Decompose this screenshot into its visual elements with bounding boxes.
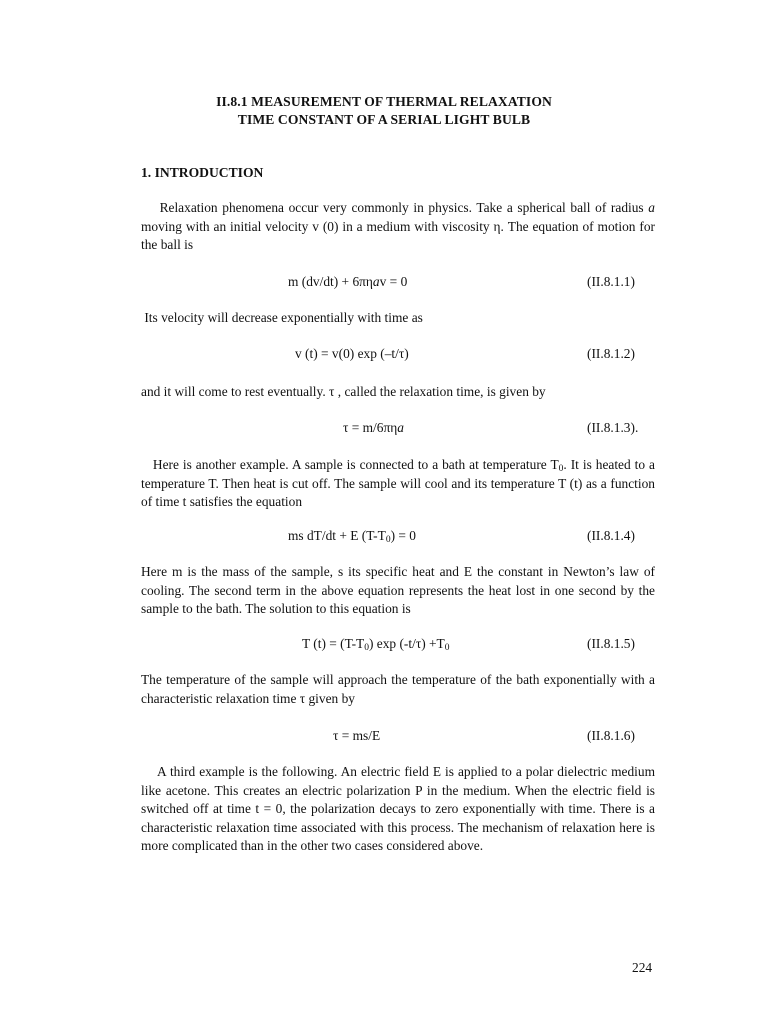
subscript: 0: [364, 643, 369, 653]
document-title-line-2: TIME CONSTANT OF A SERIAL LIGHT BULB: [237, 112, 531, 127]
equation-body: [288, 528, 416, 544]
equation-part: ) exp (-t/τ) +T: [368, 636, 445, 651]
equation-part: v = 0: [379, 274, 408, 289]
paragraph-relaxation-intro: [141, 199, 655, 255]
equation-part: m (dv/dt) + 6πη: [288, 274, 373, 289]
paragraph-velocity-decrease: Its velocity will decrease exponentially with time as: [141, 310, 423, 325]
equation-body: [302, 636, 450, 652]
document-title-line-1: II.8.1 MEASUREMENT OF THERMAL RELAXATION: [216, 94, 552, 109]
paragraph-text: moving with an initial velocity v (0) in a medium with viscosity η. The equation of motion for the ball is: [141, 218, 655, 253]
equation-body: [288, 274, 407, 290]
page-number: 224: [632, 960, 653, 975]
paragraph-text: . It is heated to a temperature T. Then heat is cut off. The sample will cool and its temperature T (t) as a function of time t satisfies the equation: [141, 457, 655, 510]
subscript: 0: [385, 535, 391, 545]
equation-body: [343, 420, 404, 436]
equation-number: (II.8.1.2): [587, 346, 635, 361]
equation-ii-8-1-5: [0, 636, 768, 654]
equation-number: (II.8.1.5): [587, 636, 635, 651]
variable-a: a: [372, 274, 380, 289]
equation-part: ms dT/dt + E (T-T: [288, 528, 386, 543]
equation-number: (II.8.1.1): [587, 274, 635, 289]
paragraph-text: Relaxation phenomena occur very commonly in physics. Take a spherical ball of radius: [141, 200, 649, 215]
equation-part: T (t) = (T-T: [302, 636, 365, 651]
equation-number: (II.8.1.3).: [587, 420, 639, 435]
equation-number: (II.8.1.4): [587, 528, 635, 543]
subscript: 0: [558, 464, 564, 474]
paragraph-bath-example: [141, 456, 655, 512]
paragraph-text: Here is another example. A sample is connected to a bath at temperature T: [141, 457, 559, 472]
variable-a: a: [397, 420, 404, 435]
equation-body: v (t) = v(0) exp (–t/τ): [295, 346, 409, 361]
section-heading: 1. INTRODUCTION: [141, 165, 264, 180]
subscript: 0: [444, 643, 450, 653]
paragraph-dielectric-example: A third example is the following. An electric field E is applied to a polar dielectric medium like acetone. This creates an electric polarization P in the medium. When the electric field is switched off at time t = 0, the polarization decays to zero exponentially with time. There is a characteristic relaxation time associated with this process. The mechanism of relaxation here is more complicated than in the other two cases considered above.: [141, 764, 655, 854]
paragraph-newton-cooling: Here m is the mass of the sample, s its specific heat and E the constant in Newton’s law of cooling. The second term in the above equation represents the heat lost in one second by the sample to the bath. The solution to this equation is: [141, 564, 655, 617]
equation-ii-8-1-4: [0, 528, 768, 546]
paragraph-bath-approach: The temperature of the sample will approach the temperature of the bath exponentially with a characteristic relaxation time τ given by: [141, 672, 655, 706]
equation-number: (II.8.1.6): [587, 728, 635, 743]
equation-ii-8-1-2: [0, 346, 768, 364]
equation-part: ) = 0: [390, 528, 416, 543]
equation-body: τ = ms/E: [333, 728, 381, 743]
variable-a: a: [648, 200, 655, 215]
paragraph-relaxation-time: and it will come to rest eventually. τ , called the relaxation time, is given by: [141, 384, 546, 399]
equation-ii-8-1-3: [0, 420, 768, 438]
equation-part: τ = m/6πη: [343, 420, 398, 435]
equation-ii-8-1-6: [0, 728, 768, 746]
equation-ii-8-1-1: [0, 274, 768, 292]
